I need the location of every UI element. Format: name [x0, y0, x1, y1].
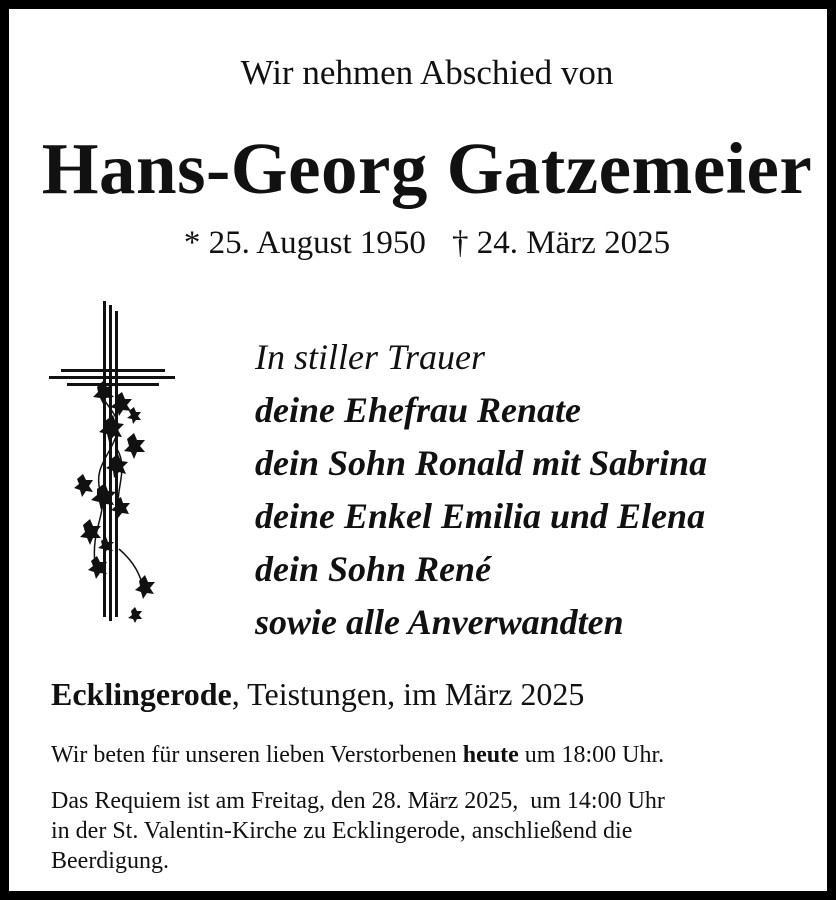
family-line: dein Sohn René [255, 549, 492, 589]
requiem-line: in der St. Valentin-Kirche zu Ecklingerode, anschließend die [51, 818, 633, 844]
death-date: † 24. März 2025 [451, 225, 671, 261]
requiem-notice [51, 786, 665, 876]
prayer-time: um 18:00 Uhr. [518, 742, 665, 768]
family-line: sowie alle Anverwandten [255, 602, 624, 642]
place-date-line [51, 676, 584, 713]
place-name: Ecklingerode [51, 676, 232, 712]
life-dates [9, 225, 836, 262]
prayer-today: heute [462, 742, 519, 768]
requiem-line: Beerdigung. [51, 848, 169, 874]
prayer-notice [51, 740, 664, 770]
deceased-name: Hans-Georg Gatzemeier [41, 128, 813, 209]
intro-line: Wir nehmen Abschied von [240, 53, 614, 92]
cross-with-ivy-icon [45, 299, 179, 629]
family-line: dein Sohn Ronald mit Sabrina [255, 443, 708, 483]
birth-date: * 25. August 1950 [183, 225, 426, 261]
mourning-intro: In stiller Trauer [255, 337, 486, 377]
place-rest: , Teistungen, im März 2025 [231, 676, 585, 712]
prayer-text: Wir beten für unseren lieben Verstorbenen [51, 742, 463, 768]
family-line: deine Enkel Emilia und Elena [255, 496, 706, 536]
family-line: deine Ehefrau Renate [255, 390, 582, 430]
requiem-line: Das Requiem ist am Freitag, den 28. März 2025, um 14:00 Uhr [51, 788, 665, 814]
